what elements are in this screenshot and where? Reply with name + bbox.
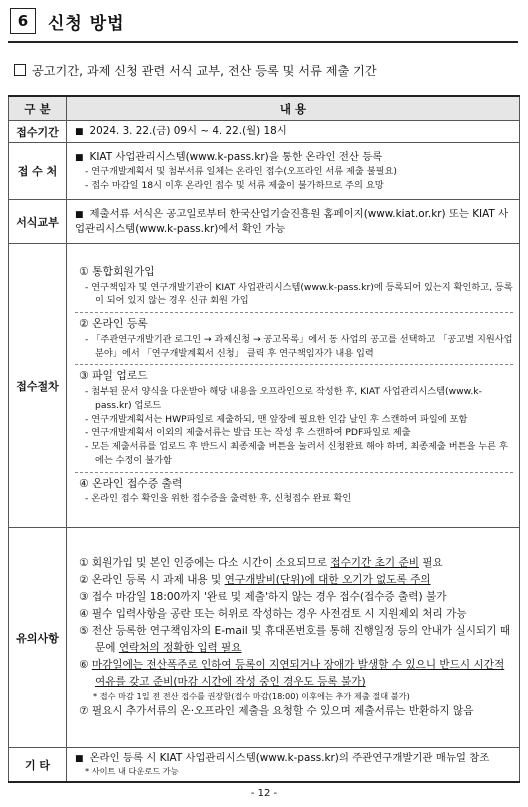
step-heading: ③ 파일 업로드 <box>79 369 148 383</box>
caution-item <box>79 657 513 691</box>
caution-emphasis: 연구개발비(단위)에 대한 오기가 없도록 주의 <box>224 574 431 587</box>
header-rule <box>8 41 518 43</box>
procedure-step <box>75 261 513 313</box>
etc-cell <box>67 748 520 782</box>
caution-text: 필요 <box>418 557 443 570</box>
caution-text: ④ 필수 입력사항을 공란 또는 허위로 작성하는 경우 사전검토 시 지원제외 처리 가능 <box>79 608 467 621</box>
section-title: 신청 방법 <box>48 14 125 34</box>
caution-item <box>79 555 513 572</box>
place-note: - 연구개발계획서 및 첨부서류 일체는 온라인 접수(오프라인 서류 제출 불필요) <box>85 165 513 179</box>
application-table <box>8 95 520 783</box>
step-note: - 모든 제출서류를 업로드 후 반드시 최종제출 버튼을 눌러서 신청완료 해야 하며, 최종제출 버튼을 누른 후에는 수정이 불가함 <box>85 440 513 468</box>
section-header <box>8 6 518 36</box>
table-row <box>9 748 520 782</box>
caution-text: ⑤ 전산 등록한 연구책임자의 E-mail 및 휴대폰번호를 통해 진행일정 등의 안내가 실시되기 때문에 <box>79 625 511 655</box>
caution-text: ⑥ <box>79 659 92 672</box>
caution-text: ① 회원가입 및 본인 인증에는 다소 시간이 소요되므로 <box>79 557 331 570</box>
caution-emphasis: 연락처의 정확한 입력 필요 <box>118 642 242 655</box>
period-cell <box>67 121 520 143</box>
procedure-step <box>75 313 513 365</box>
procedure-cell <box>67 244 520 528</box>
caution-text: ③ 접수 마감일 18:00까지 '완료 및 제출'하지 않는 경우 접수(접수증 출력) 불가 <box>79 591 447 604</box>
caution-footnote: * 접수 마감 1일 전 전산 접수를 권장함(접수 마감(18:00) 이후에는 추가 제출 절대 불가) <box>93 690 410 701</box>
col-header-category: 구 분 <box>9 96 67 121</box>
subtitle-text: 공고기간, 과제 신청 관련 서식 교부, 전산 등록 및 서류 제출 기간 <box>32 64 377 78</box>
table-header-row <box>9 96 520 121</box>
step-note: - 첨부된 문서 양식을 다운받아 해당 내용을 오프라인으로 작성한 후, KIAT 사업관리시스템(www.k-pass.kr) 업로드 <box>85 385 513 413</box>
subtitle <box>14 62 377 79</box>
etc-footnote: * 사이트 내 다운로드 가능 <box>85 766 179 777</box>
procedure-step <box>75 365 513 472</box>
table-row <box>9 143 520 200</box>
caution-cell <box>67 528 520 748</box>
section-number: 6 <box>10 8 36 34</box>
checkbox-icon <box>14 64 26 76</box>
col-header-content: 내 용 <box>67 96 520 121</box>
place-text: ■ KIAT 사업관리시스템(www.k-pass.kr)을 통한 온라인 전산 등록 <box>75 150 513 165</box>
caution-text: ② 온라인 등록 시 과제 내용 및 <box>79 574 225 587</box>
caution-item <box>79 623 513 657</box>
step-note: - 연구개발계획서 이외의 제출서류는 발급 또는 작성 후 스캔하여 PDF파일로 제출 <box>85 426 513 440</box>
caution-emphasis: 마감일에는 전산폭주로 인하여 등록이 지연되거나 장애가 발생할 수 있으니 반드시 시간적 여유를 갖고 준비(마감 시간에 작성 중인 경우도 등록 불가) <box>91 659 505 688</box>
forms-cell <box>67 200 520 244</box>
caution-item <box>79 606 513 623</box>
row-label-forms: 서식교부 <box>9 200 67 244</box>
caution-item: ⑦ 필요시 추가서류의 온·오프라인 제출을 요청할 수 있으며 제출서류는 반환하지 않음 <box>79 704 474 717</box>
row-label-caution: 유의사항 <box>9 528 67 748</box>
step-heading: ② 온라인 등록 <box>79 317 148 331</box>
table-row <box>9 121 520 143</box>
table-row <box>9 200 520 244</box>
period-text: ■ 2024. 3. 22.(금) 09시 ~ 4. 22.(월) 18시 <box>75 124 513 139</box>
step-note: - 「주관연구개발기관 로그인 → 과제신청 → 공고목록」에서 동 사업의 공고를 선택하고 「공고별 지원사업분야」에서 「연구개발계획서 신청」 클릭 후 연구책임자가 내용 입력 <box>85 333 513 361</box>
procedure-step <box>75 473 513 510</box>
step-heading: ① 통합회원가입 <box>79 264 155 278</box>
table-row <box>9 244 520 528</box>
caution-item <box>79 572 513 589</box>
row-label-period: 접수기간 <box>9 121 67 143</box>
step-note: - 연구책임자 및 연구개발기관이 KIAT 사업관리시스템(www.k-pass.kr)에 등록되어 있는지 확인하고, 등록이 되어 있지 않는 경우 신규 회원 가입 <box>85 281 513 309</box>
place-cell <box>67 143 520 200</box>
table-row <box>9 528 520 748</box>
caution-item <box>79 589 513 606</box>
step-heading: ④ 온라인 접수증 출력 <box>79 476 183 490</box>
caution-emphasis: 접수기간 초기 준비 <box>330 557 419 570</box>
page-number: - 12 - <box>250 788 278 799</box>
step-note: - 온라인 접수 확인을 위한 접수증을 출력한 후, 신청접수 완료 확인 <box>85 492 513 506</box>
row-label-etc: 기 타 <box>9 748 67 782</box>
place-note: - 접수 마감일 18시 이후 온라인 접수 및 서류 제출이 불가하므로 주의 요망 <box>85 179 513 193</box>
row-label-procedure: 접수절차 <box>9 244 67 528</box>
etc-text: ■ 온라인 등록 시 KIAT 사업관리시스템(www.k-pass.kr)의 주관연구개발기관 매뉴얼 참조 <box>75 751 513 766</box>
row-label-place: 접 수 처 <box>9 143 67 200</box>
forms-text: ■ 제출서류 서식은 공고일로부터 한국산업기술진흥원 홈페이지(www.kiat.or.kr) 또는 KIAT 사업관리시스템(www.k-pass.kr)에서 확인 가능 <box>75 207 513 237</box>
step-note: - 연구개발계획서는 HWP파일로 제출하되, 맨 앞장에 필요한 인감 날인 후 스캔하여 파일에 포함 <box>85 413 513 427</box>
